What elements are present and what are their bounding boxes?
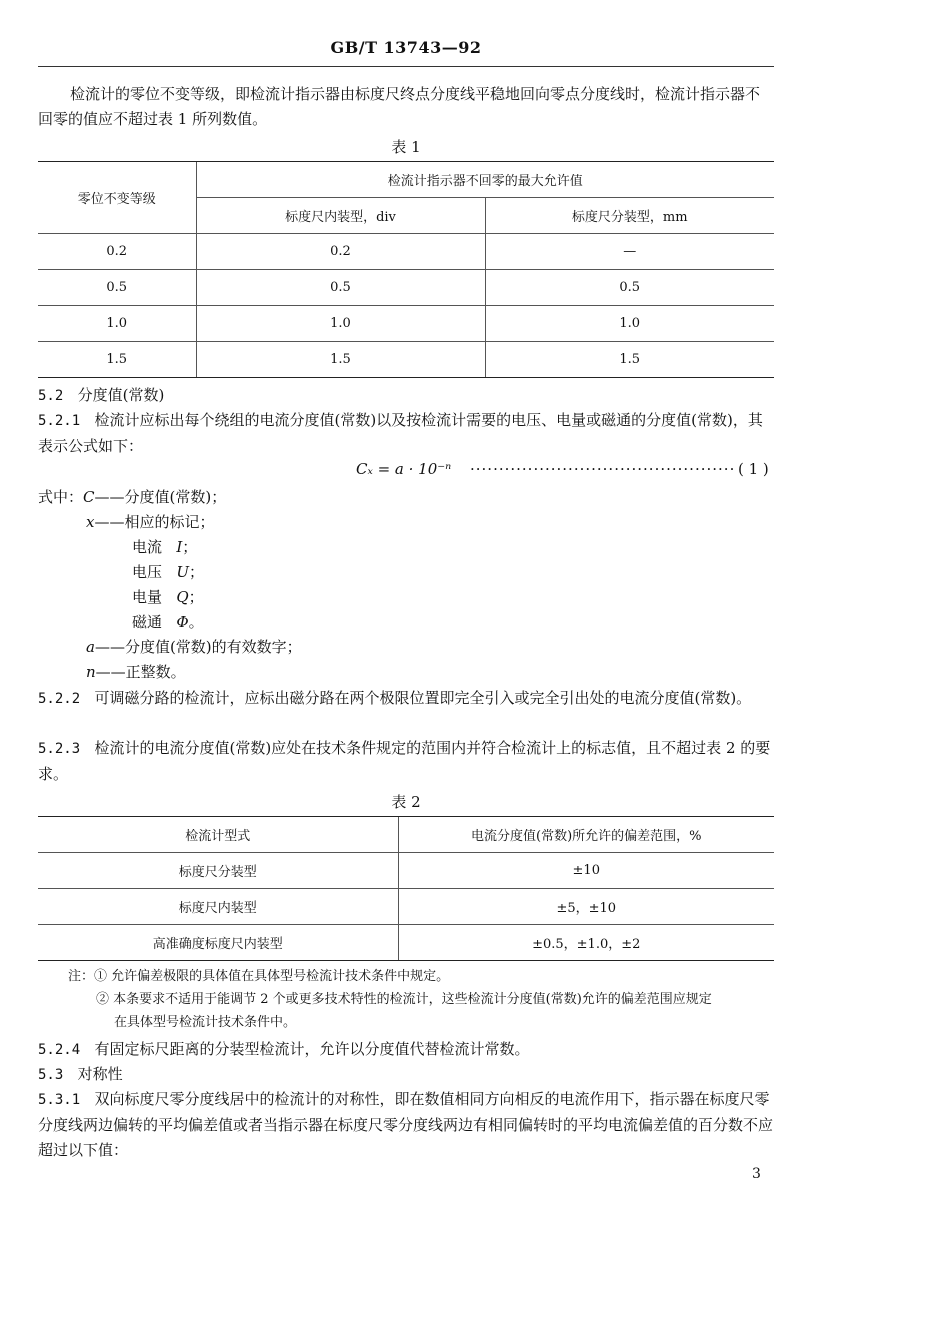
section-number: 5.2 xyxy=(38,388,64,404)
var-symbol: C xyxy=(83,488,95,506)
section-5-2-3 xyxy=(38,736,774,787)
table-row xyxy=(38,306,774,342)
table2-caption: 表 2 xyxy=(391,793,421,811)
table-row xyxy=(38,234,774,270)
section-text: 检流计应标出每个绕组的电流分度值(常数)以及按检流计需要的电压、电量或磁通的分度值(常数)，其表示公式如下： xyxy=(38,411,763,455)
item-end: 。 xyxy=(188,613,204,631)
table1-cell: 0.5 xyxy=(485,270,774,306)
page-number: 3 xyxy=(752,1166,761,1182)
section-number: 5.2.2 xyxy=(38,691,81,707)
table-row xyxy=(38,925,774,961)
note-lead: 注： xyxy=(68,969,95,984)
table1-cell: 1.5 xyxy=(38,342,196,378)
item-label: 电流 xyxy=(132,538,163,556)
table-1 xyxy=(38,161,774,378)
table2-cell: ±0.5，±1.0，±2 xyxy=(398,925,774,961)
document-header: GB/T 13743—92 xyxy=(330,38,482,57)
table2-cell: 标度尺分装型 xyxy=(38,853,398,889)
item-symbol: I xyxy=(176,538,183,556)
table1-cell: 0.5 xyxy=(38,270,196,306)
table1-cell: 0.2 xyxy=(38,234,196,270)
var-definition: ——分度值(常数)； xyxy=(94,488,227,506)
section-title: 分度值(常数) xyxy=(77,386,165,404)
section-number: 5.2.3 xyxy=(38,741,81,757)
var-definition: ——正整数。 xyxy=(95,663,186,681)
intro-paragraph: 检流计的零位不变等级，即检流计指示器由标度尺终点分度线平稳地回向零点分度线时，检流计指示器不回零的值应不超过表 1 所列数值。 xyxy=(38,85,761,128)
table1-col1-header: 零位不变等级 xyxy=(38,162,196,234)
section-text: 有固定标尺距离的分装型检流计，允许以分度值代替检流计常数。 xyxy=(94,1040,530,1058)
table1-cell: 1.0 xyxy=(485,306,774,342)
section-5-2-2 xyxy=(38,686,774,712)
var-symbol: a xyxy=(86,638,95,656)
table1-cell: 1.5 xyxy=(485,342,774,378)
section-5-3-heading xyxy=(38,1062,774,1088)
where-n-line xyxy=(86,660,186,685)
var-symbol: n xyxy=(86,663,96,681)
note-2-line-2: 在具体型号检流计技术条件中。 xyxy=(114,1015,297,1030)
table1-cell: 0.2 xyxy=(196,234,485,270)
note-2-line-1: ② 本条要求不适用于能调节 2 个或更多技术特性的检流计，这些检流计分度值(常数)允许的偏差范围应规定 xyxy=(96,992,712,1007)
item-label: 电压 xyxy=(132,563,163,581)
formula-expression: Cₓ = a · 10⁻ⁿ xyxy=(356,460,452,478)
section-text: 检流计的电流分度值(常数)应处在技术条件规定的范围内并符合检流计上的标志值，且不超过表 2 的要求。 xyxy=(38,739,771,783)
table1-group-header: 检流计指示器不回零的最大允许值 xyxy=(196,162,774,198)
item-label: 磁通 xyxy=(132,613,163,631)
section-number: 5.2.4 xyxy=(38,1042,81,1058)
section-title: 对称性 xyxy=(77,1065,123,1083)
table2-cell: 标度尺内装型 xyxy=(38,889,398,925)
table1-cell: 1.0 xyxy=(38,306,196,342)
formula-number: ( 1 ) xyxy=(738,460,769,478)
section-text: 双向标度尺零分度线居中的检流计的对称性，即在数值相同方向相反的电流作用下，指示器在标度尺零分度线两边偏转的平均偏差值或者当指示器在标度尺零分度线两边有相同偏转时的平均电流偏差值的百分数不应超过以下值： xyxy=(38,1090,774,1159)
table1-cell: 1.5 xyxy=(196,342,485,378)
table1-caption: 表 1 xyxy=(391,138,421,156)
item-label: 电量 xyxy=(132,588,163,606)
table2-header-2: 电流分度值(常数)所允许的偏差范围，% xyxy=(398,817,774,853)
table1-cell: 0.5 xyxy=(196,270,485,306)
item-end: ； xyxy=(182,538,198,556)
table-row xyxy=(38,853,774,889)
table-row xyxy=(38,889,774,925)
where-item-charge xyxy=(132,585,204,610)
item-symbol: Q xyxy=(176,588,189,606)
where-x-line xyxy=(86,510,214,535)
item-end: ； xyxy=(188,563,204,581)
formula-leader-dots: ·············································· xyxy=(470,460,736,478)
table-row xyxy=(38,270,774,306)
section-text: 可调磁分路的检流计，应标出磁分路在两个极限位置即完全引入或完全引出处的电流分度值(常数)。 xyxy=(94,689,752,707)
table-row xyxy=(38,342,774,378)
where-item-voltage xyxy=(132,560,204,585)
table1-cell: 1.0 xyxy=(196,306,485,342)
where-c-line xyxy=(38,485,226,510)
item-end: ； xyxy=(188,588,204,606)
section-number: 5.3 xyxy=(38,1067,64,1083)
section-5-2-4 xyxy=(38,1037,774,1063)
section-number: 5.2.1 xyxy=(38,413,81,429)
where-item-flux xyxy=(132,610,204,635)
table1-sub-header-1: 标度尺内装型，div xyxy=(196,198,485,234)
section-5-3-1 xyxy=(38,1087,774,1163)
table1-cell: — xyxy=(485,234,774,270)
section-number: 5.3.1 xyxy=(38,1092,81,1108)
note-1 xyxy=(68,966,449,988)
table2-cell: 高准确度标度尺内装型 xyxy=(38,925,398,961)
section-5-2-heading xyxy=(38,383,774,409)
where-lead: 式中： xyxy=(38,488,84,506)
table2-cell: ±5，±10 xyxy=(398,889,774,925)
var-definition: ——分度值(常数)的有效数字； xyxy=(94,638,302,656)
var-symbol: x xyxy=(86,513,95,531)
section-5-2-1 xyxy=(38,408,774,459)
note-text: ① 允许偏差极限的具体值在具体型号检流计技术条件中规定。 xyxy=(94,969,450,984)
where-item-current xyxy=(132,535,197,560)
where-a-line xyxy=(86,635,302,660)
table1-sub-header-2: 标度尺分装型，mm xyxy=(485,198,774,234)
table2-header-1: 检流计型式 xyxy=(38,817,398,853)
item-symbol: U xyxy=(176,563,189,581)
table2-cell: ±10 xyxy=(398,853,774,889)
table-2 xyxy=(38,816,774,961)
var-definition: ——相应的标记； xyxy=(94,513,215,531)
header-rule xyxy=(38,66,774,67)
item-symbol: Φ xyxy=(176,613,189,631)
